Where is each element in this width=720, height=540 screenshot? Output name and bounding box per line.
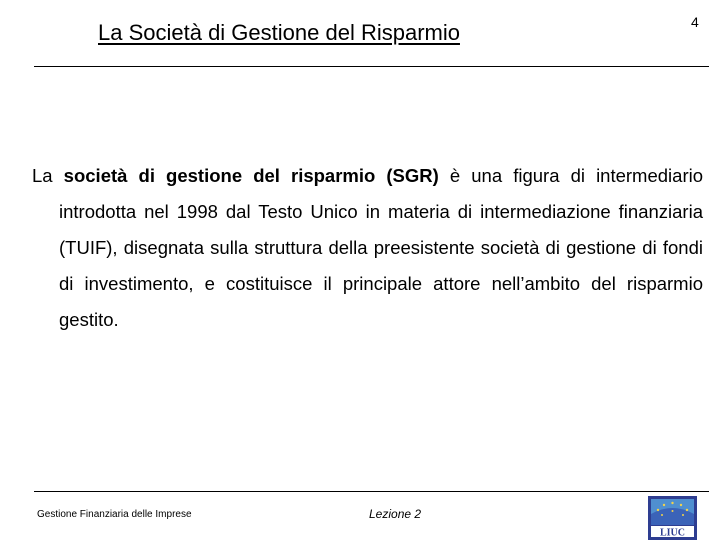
body-bold-term: società di gestione del risparmio (SGR) <box>63 165 439 186</box>
body-lead: La <box>32 165 64 186</box>
liuc-logo-icon <box>648 496 697 540</box>
page-number: 4 <box>691 14 699 30</box>
body-paragraph <box>32 158 703 338</box>
slide-title: La Società di Gestione del Risparmio <box>98 20 460 45</box>
body-rest: è una figura di intermediario introdotta nel 1998 dal Testo Unico in materia di intermediazione finanziaria (TUIF), disegnata sulla struttura della preesistente società di gestione di fondi di investimento, e costituisce il principale attore nell’ambito del risparmio gestito. <box>59 165 704 330</box>
bottom-divider <box>34 491 709 492</box>
top-divider <box>34 66 709 67</box>
footer-lesson: Lezione 2 <box>369 507 422 521</box>
footer-course: Gestione Finanziaria delle Imprese <box>37 509 192 520</box>
logo-text: LIUC <box>659 527 686 539</box>
